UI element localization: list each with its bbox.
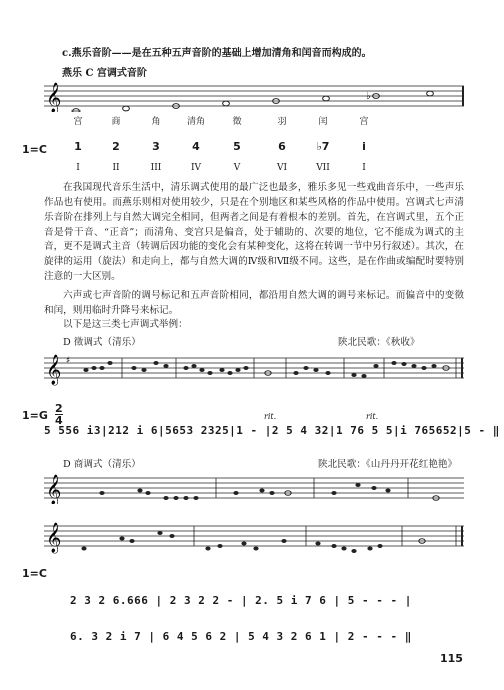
scale-degree: II [112,163,120,173]
intro-heading: c.燕乐音阶——是在五种五声音阶的基础上增加清角和闰音而构成的。 [62,48,372,59]
scale-name: 商 [111,117,121,127]
svg-text:𝄞: 𝄞 [46,83,62,112]
scale-name: 清角 [186,117,205,127]
svg-text:𝄞: 𝄞 [46,523,62,553]
scale-degree: III [150,163,162,173]
scale-number: 4 [192,140,200,153]
scale-number: 6 [278,140,286,153]
page-number: 115 [440,652,463,665]
scale-degree: VII [316,163,330,173]
paragraph-2: 六声或七声音阶的调号标记和五声音阶相同，都沿用自然大调的调号来标记。而偏音中的变徵和闰，则用临时升降号来标记。 [44,290,464,316]
scale-degree: I [362,163,366,173]
example2-jianpu-line-2: 6. 3 2 i 7 | 6 4 5 6 2 | 5 4 3 2 6 1 | 2 - - - ‖ [70,630,412,643]
paragraph-3: 以下是这三类七声调式举例： [63,319,188,330]
example2-source: 陕北民歌：《山丹丹开花红艳艳》 [318,459,458,470]
example1-jianpu: 5 556 i3|212 i 6|5653 2325|1 - |2 5 4 32|1 76 5 5|i 765652|5 - ‖ [44,424,500,437]
example1-meter-top: 2 [55,402,63,415]
scale-name: 徵 [232,117,242,127]
scale-name: 宫 [73,117,83,127]
paragraph-1: 在我国现代音乐生活中，清乐调式使用的最广泛也最多，雅乐多见一些戏曲音乐中，一些声乐作品也有使用。而燕乐则相对使用较少，只是在个别地区和某些风格的作品中使用。宫调式七声清乐音阶在排列上与自然大调完全相同，但两者之间是有着根本的差别。首先，在宫调式里，五个正音是骨干音、“正音”；而清角、变宫只是偏音，处于辅助的、次要的地位，它不能成为调式的主音，更不是调式主音（转调后因功能的变化会有某种变化，这将在转调一节中另行叙述）。其次，在旋律的运用（旋法）和走向上，都与自然大调的Ⅳ级和Ⅶ级不同。这些，是在作曲或编配时要特别注意的一大区别。 [44,182,464,283]
example2-title: D 商调式（清乐） [63,459,141,470]
scale-name: 闰 [318,117,328,127]
example2-staff-1 [44,474,464,504]
scale-title: 燕乐 C 宫调式音阶 [62,68,147,79]
example1-meter-bottom: 4 [55,414,63,427]
example1-title: D 徵调式（清乐） [63,337,141,348]
scale-name: 宫 [359,117,369,127]
example1-key: 1=G [22,409,48,422]
scale-degree: I [76,163,80,173]
svg-text:♯: ♯ [66,356,71,366]
scale-number: 3 [152,140,160,153]
svg-text:♭: ♭ [366,91,371,102]
scale-number: 1 [74,140,82,153]
scale-key: 1=C [22,143,47,156]
scale-name: 羽 [277,117,287,127]
example1-rit-1: rit. [264,412,277,421]
example2-staff-2 [44,522,464,556]
example1-key-meter [22,403,63,426]
scale-name: 角 [151,117,161,127]
scale-number: ♭7 [316,140,330,153]
svg-text:𝄞: 𝄞 [46,355,62,385]
scale-staff [44,80,464,112]
scale-number: 2 [112,140,120,153]
svg-text:𝄞: 𝄞 [46,475,62,504]
scale-degree: IV [190,163,202,173]
scale-number: 5 [233,140,241,153]
example2-jianpu-line-1: 2 3 2 6.666 | 2 3 2 2 - | 2. 5 i 7 6 | 5 - - - | [70,594,412,607]
example1-rit-2: rit. [366,412,379,421]
scale-number: i [362,140,366,153]
scale-degree: VI [276,163,288,173]
example1-source: 陕北民歌：《秋收》 [338,337,420,348]
example1-staff [44,350,464,386]
example2-key: 1=C [22,567,47,580]
scale-degree: V [233,163,241,173]
